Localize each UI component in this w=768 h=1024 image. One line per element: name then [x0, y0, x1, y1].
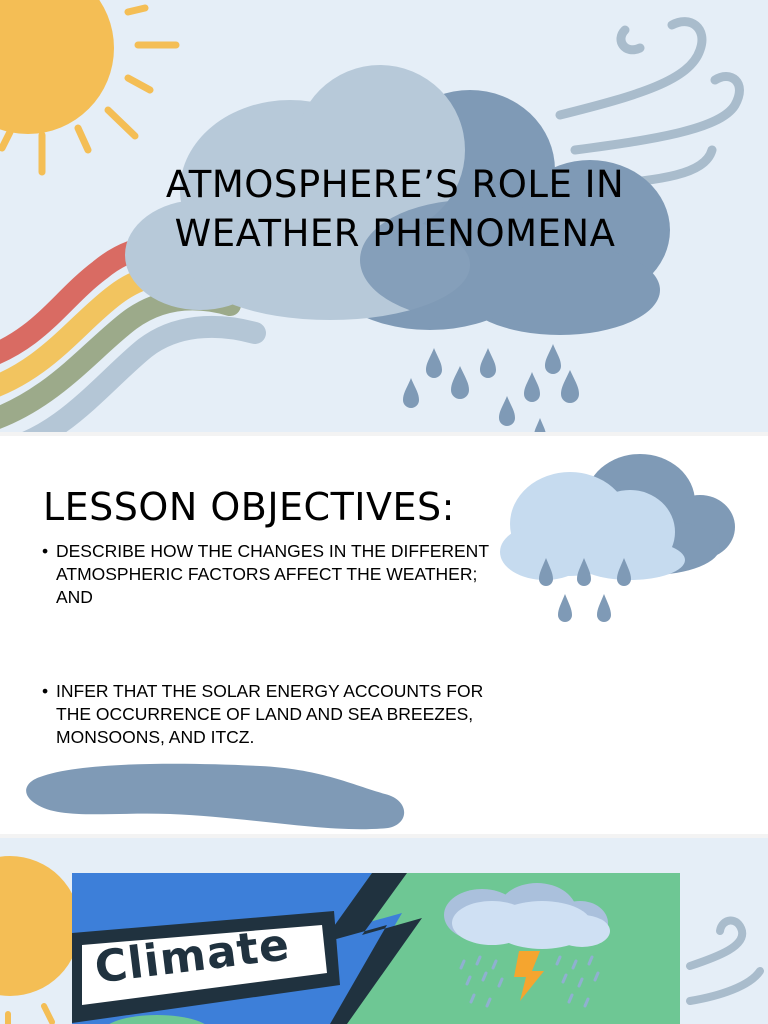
list-item [42, 680, 492, 749]
objective-text: DESCRIBE HOW THE CHANGES IN THE DIFFERENT ATMOSPHERIC FACTORS AFFECT THE WEATHER; AND [56, 541, 489, 607]
objective-text: INFER THAT THE SOLAR ENERGY ACCOUNTS FOR THE OCCURRENCE OF LAND AND SEA BREEZES, MONSOONS, AND ITCZ. [56, 681, 484, 747]
list-item [42, 540, 492, 609]
climate-image [72, 873, 680, 1024]
climate-word: Climate [92, 919, 293, 994]
slide-divider [0, 834, 768, 838]
puddle-shape [26, 764, 404, 830]
sun-icon [0, 0, 176, 172]
rain-drops-icon [403, 344, 579, 432]
objectives-list [42, 540, 492, 749]
title-slide [0, 0, 768, 432]
bullet: • [42, 681, 49, 701]
bullet: • [42, 541, 49, 561]
title-line-2: WEATHER PHENOMENA [174, 212, 616, 255]
objectives-slide [0, 432, 768, 836]
objectives-heading: LESSON OBJECTIVES: [43, 485, 455, 529]
sun-icon [0, 856, 80, 1024]
rain-cloud-icon [500, 454, 735, 622]
title-line-1: ATMOSPHERE’S ROLE IN [165, 163, 625, 206]
climate-slide [0, 836, 768, 1024]
wind-icon [690, 920, 760, 1001]
slide-divider [0, 432, 768, 436]
slide-title [100, 160, 690, 258]
